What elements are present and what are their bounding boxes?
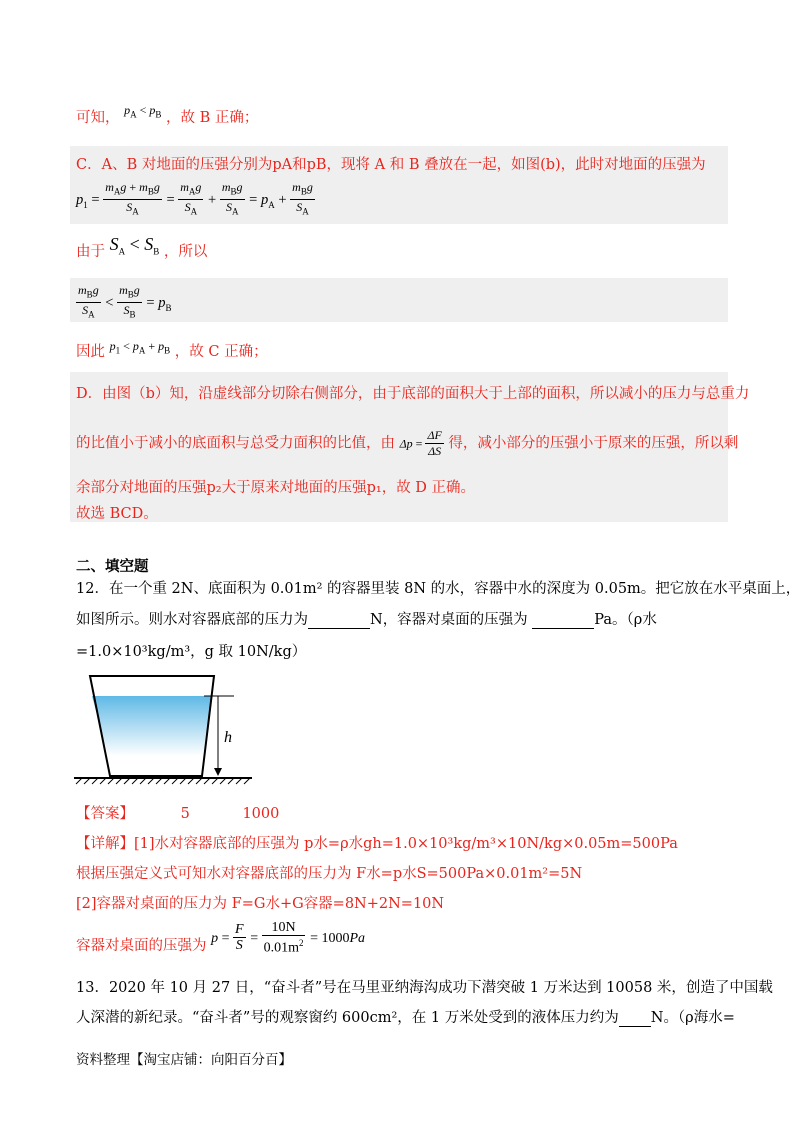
detail-line1: 【详解】[1]水对容器底部的压强为 p水=ρ水gh=1.0×10³kg/m³×10N/kg×0.05m=500Pa: [76, 836, 678, 852]
q12-line3: =1.0×10³kg/m³，g 取 10N/kg）: [76, 644, 307, 660]
water-fill: [92, 696, 212, 756]
arrow-head: [214, 768, 222, 776]
line-c1: C．A、B 对地面的压强分别为pA和pB，现将 A 和 B 叠放在一起，如图(b)，此时对地面的压强为: [76, 157, 706, 173]
section-title: 二、填空题: [76, 558, 149, 575]
blank-3[interactable]: [619, 1012, 651, 1027]
blank-2[interactable]: [532, 614, 594, 629]
height-label: h: [224, 729, 232, 746]
line-d3: 余部分对地面的压强p₂大于原来对地面的压强p₁，故 D 正确。: [76, 480, 476, 496]
formula-c2: $\frac{m_Bg}{S_A}$ < $\frac{m_Bg}{S_B}$ = $p_B$: [78, 283, 172, 320]
q13-line1: 13．2020 年 10 月 27 日，“奋斗者”号在马里亚纳海沟成功下潜突破 1 万米达到 10058 米，创造了中国载: [76, 980, 773, 996]
container-figure: [72, 670, 252, 788]
q12-line1: 12．在一个重 2N、底面积为 0.01m² 的容器里装 8N 的水，容器中水的深度为 0.05m。把它放在水平桌面上，: [76, 581, 800, 597]
footer-text: 资料整理【淘宝店铺：向阳百分百】: [76, 1052, 292, 1068]
formula-c: $p_1$ = $\frac{m_Ag + m_Bg}{S_A}$ = $\frac{m_Ag}{S_A}$ + $\frac{m_Bg}{S_A}$ = $p_A$ + $\frac{m_Bg}{S_A}$: [76, 180, 313, 217]
line-c3: 由于 $S_A < S_B$ ，所以: [76, 234, 208, 260]
line-d2: 的比值小于减小的底面积与总受力面积的比值，由 Δp = $\frac{\Delta F}{\Delta S}$ 得，减小部分的压强小于原来的压强，所以剩: [76, 428, 739, 458]
line-b: 可知， $^{p_A < p_B}$ ，故 B 正确；: [76, 103, 259, 126]
line-c5: 因此 $^{p_1 < p_A + p_B}$ ，故 C 正确；: [76, 339, 268, 360]
detail-line4: 容器对桌面的压强为 p = $\frac{F}{S}$ = $\frac{10N}{0.01m^2}$ = 1000Pa: [76, 920, 366, 956]
answer-line: 【答案】 5 1000: [76, 806, 280, 822]
line-d1: D．由图（b）知，沿虚线部分切除右侧部分，由于底部的面积大于上部的面积，所以减小的压力与总重力: [76, 386, 750, 402]
detail-line2: 根据压强定义式可知水对容器底部的压力为 F水=p水S=500Pa×0.01m²=5N: [76, 866, 583, 882]
pa-lt-pb: pA < pB: [124, 103, 162, 120]
blank-1[interactable]: [308, 614, 370, 629]
detail-line3: [2]容器对桌面的压力为 F=G水+G容器=8N+2N=10N: [76, 896, 445, 912]
line-d4: 故选 BCD。: [76, 506, 158, 522]
q12-line2: 如图所示。则水对容器底部的压力为 N，容器对桌面的压强为 Pa。（ρ水: [76, 612, 657, 628]
q13-line2: 人深潜的新纪录。“奋斗者”号的观察窗约 600cm²，在 1 万米处受到的液体压力约为 N。（ρ海水=: [76, 1010, 735, 1026]
